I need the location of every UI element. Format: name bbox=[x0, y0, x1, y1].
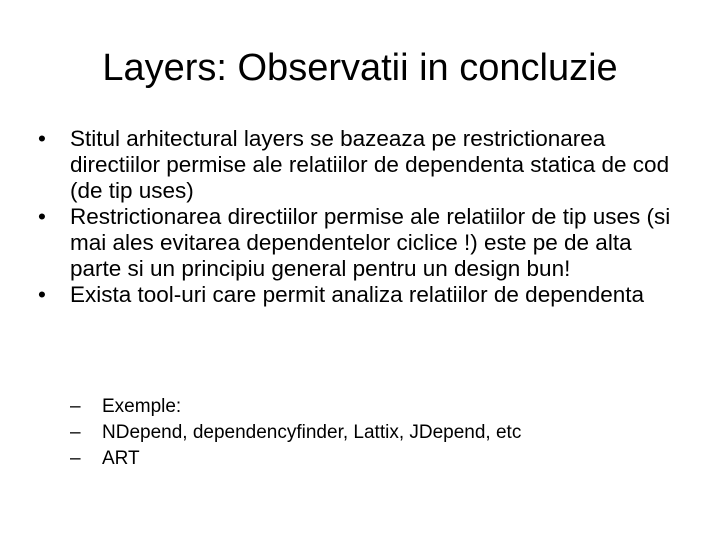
bullet-text: Exista tool-uri care permit analiza relatiilor de dependenta bbox=[70, 282, 645, 307]
slide-title: Layers: Observatii in concluzie bbox=[102, 47, 618, 89]
bullet-text: Stitul arhitectural layers se bazeaza pe restrictionarea directiilor permise ale relatiilor de dependenta statica de cod (de tip uses) bbox=[70, 126, 670, 203]
dash-marker: – bbox=[70, 396, 81, 417]
bullet-marker: • bbox=[38, 204, 46, 229]
sub-bullet-item bbox=[70, 394, 690, 420]
bullet-marker: • bbox=[38, 282, 46, 307]
bullet-text: Restrictionarea directiilor permise ale relatiilor de tip uses (si mai ales evitarea dependentelor ciclice !) este pe de alta parte si un principiu general pentru un design bun! bbox=[70, 204, 671, 281]
sub-bullet-item bbox=[70, 446, 690, 472]
bullet-marker: • bbox=[38, 126, 46, 151]
bullet-item bbox=[38, 282, 688, 308]
bullet-item bbox=[38, 204, 688, 282]
dash-marker: – bbox=[70, 448, 81, 469]
sub-bullet-item bbox=[70, 420, 690, 446]
sub-bullet-text: Exemple: bbox=[102, 396, 182, 417]
bullet-item bbox=[38, 126, 688, 204]
sub-bullet-text: NDepend, dependencyfinder, Lattix, JDepend, etc bbox=[102, 422, 522, 443]
sub-bullet-list bbox=[70, 394, 690, 472]
bullet-list bbox=[38, 126, 688, 308]
dash-marker: – bbox=[70, 422, 81, 443]
sub-bullet-text: ART bbox=[102, 448, 140, 469]
